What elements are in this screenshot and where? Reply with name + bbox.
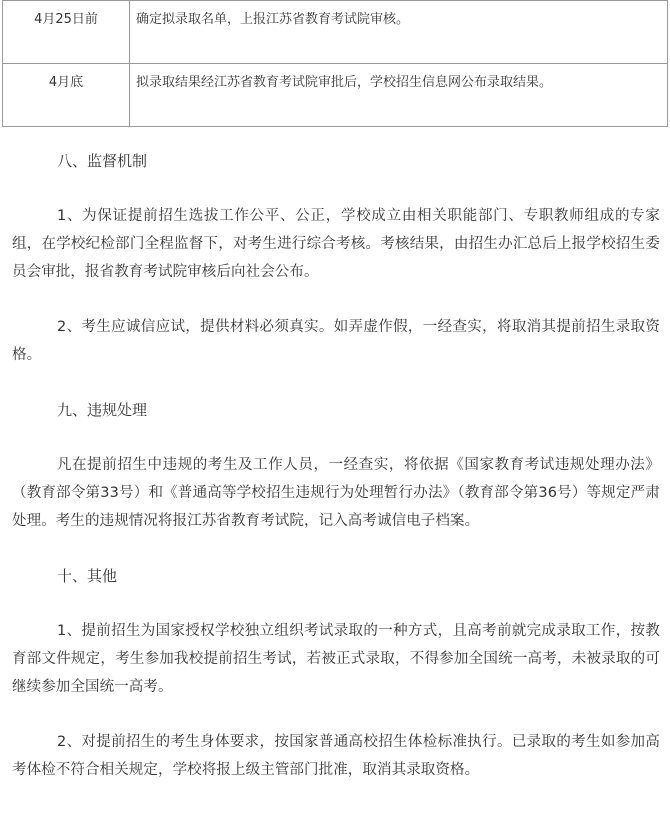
schedule-table: [2, 0, 668, 127]
date-cell: 4月底: [3, 64, 130, 127]
date-cell: 4月25日前: [3, 1, 130, 64]
table-row: [3, 1, 668, 64]
paragraph: 2、对提前招生的考生身体要求，按国家普通高校招生体检标准执行。已录取的考生如参加高考体检不符合相关规定，学校将报上级主管部门批准，取消其录取资格。: [12, 734, 660, 778]
table-row: [3, 64, 668, 127]
paragraph: 凡在提前招生中违规的考生及工作人员，一经查实，将依据《国家教育考试违规处理办法》（教育部令第33号）和《普通高等学校招生违规行为处理暂行办法》（教育部令第36号）等规定严肃处理。考生的违规情况将报江苏省教育考试院，记入高考诚信电子档案。: [12, 457, 660, 529]
paragraph: 1、提前招生为国家授权学校独立组织考试录取的一种方式，且高考前就完成录取工作，按教育部文件规定，考生参加我校提前招生考试，若被正式录取，不得参加全国统一高考，未被录取的可继续参加全国统一高考。: [12, 623, 660, 695]
paragraph: 2、考生应诚信应试，提供材料必须真实。如弄虚作假，一经查实，将取消其提前招生录取资格。: [12, 319, 660, 363]
description-cell: 确定拟录取名单，上报江苏省教育考试院审核。: [130, 1, 668, 64]
section-heading-other: 十、其他: [57, 567, 118, 585]
section-heading-supervision: 八、监督机制: [57, 152, 148, 170]
description-cell: 拟录取结果经江苏省教育考试院审批后，学校招生信息网公布录取结果。: [130, 64, 668, 127]
paragraph: 1、为保证提前招生选拔工作公平、公正，学校成立由相关职能部门、专职教师组成的专家组，在学校纪检部门全程监督下，对考生进行综合考核。考核结果，由招生办汇总后上报学校招生委员会审批，报省教育考试院审核后向社会公布。: [12, 208, 660, 280]
section-heading-violations: 九、违规处理: [57, 401, 148, 419]
document-body: [12, 147, 660, 784]
